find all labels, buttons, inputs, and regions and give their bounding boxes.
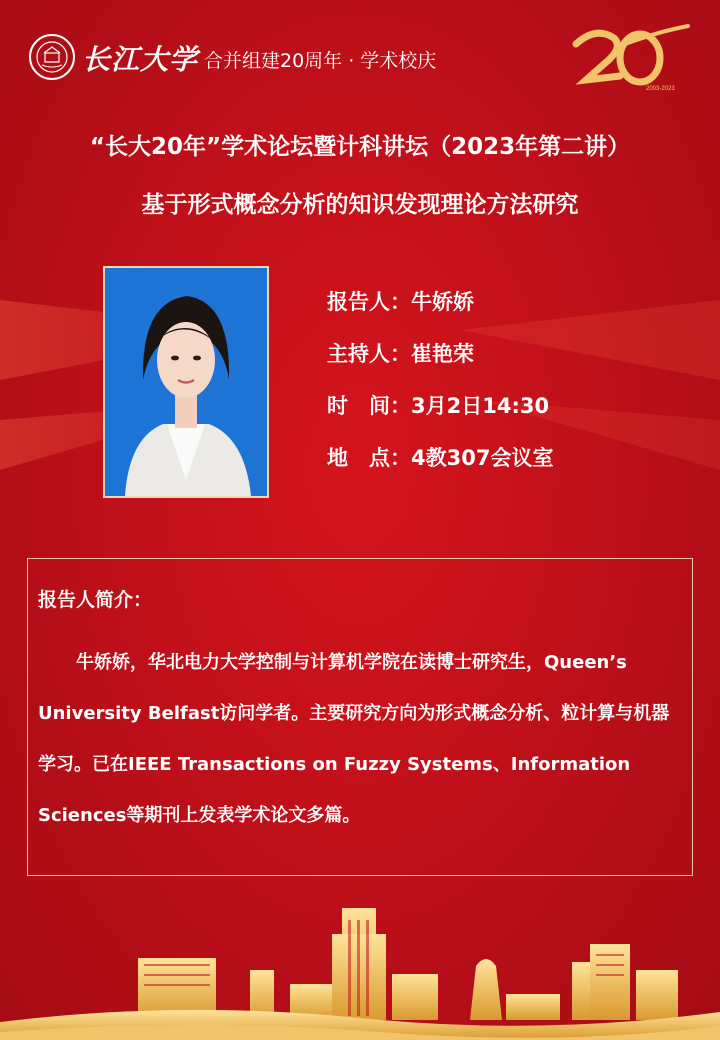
intro-heading: 报告人简介：	[38, 589, 153, 611]
20th-anniversary-logo-icon	[568, 24, 692, 94]
anniversary-subtitle: 合并组建20周年 · 学术校庆	[204, 50, 437, 72]
university-seal-icon	[28, 33, 76, 81]
speaker-intro-box	[27, 558, 693, 876]
time-info: 时 间：3月2日14:30	[327, 394, 550, 418]
event-info	[327, 288, 553, 496]
lecture-title: 基于形式概念分析的知识发现理论方法研究	[141, 192, 579, 218]
host-info: 主持人：崔艳荣	[327, 342, 474, 366]
speaker-portrait-image	[105, 268, 267, 496]
header	[28, 30, 692, 94]
campus-skyline-illustration	[0, 900, 720, 1040]
anniversary-years: 2003-2023	[646, 86, 675, 92]
speaker-photo	[103, 266, 269, 498]
intro-body: 牛娇娇，华北电力大学控制与计算机学院在读博士研究生，Queen’s University Belfast访问学者。主要研究方向为形式概念分析、粒计算与机器学习。已在IEEE Transactions on Fuzzy Systems、Information Sciences等期刊上发表学术论文多篇。	[38, 652, 670, 826]
place-info: 地 点：4教307会议室	[327, 446, 554, 470]
university-name: 长江大学	[82, 43, 199, 76]
forum-title: “长大20年”学术论坛暨计科讲坛（2023年第二讲）	[89, 134, 631, 160]
speaker-info: 报告人：牛娇娇	[327, 290, 474, 314]
